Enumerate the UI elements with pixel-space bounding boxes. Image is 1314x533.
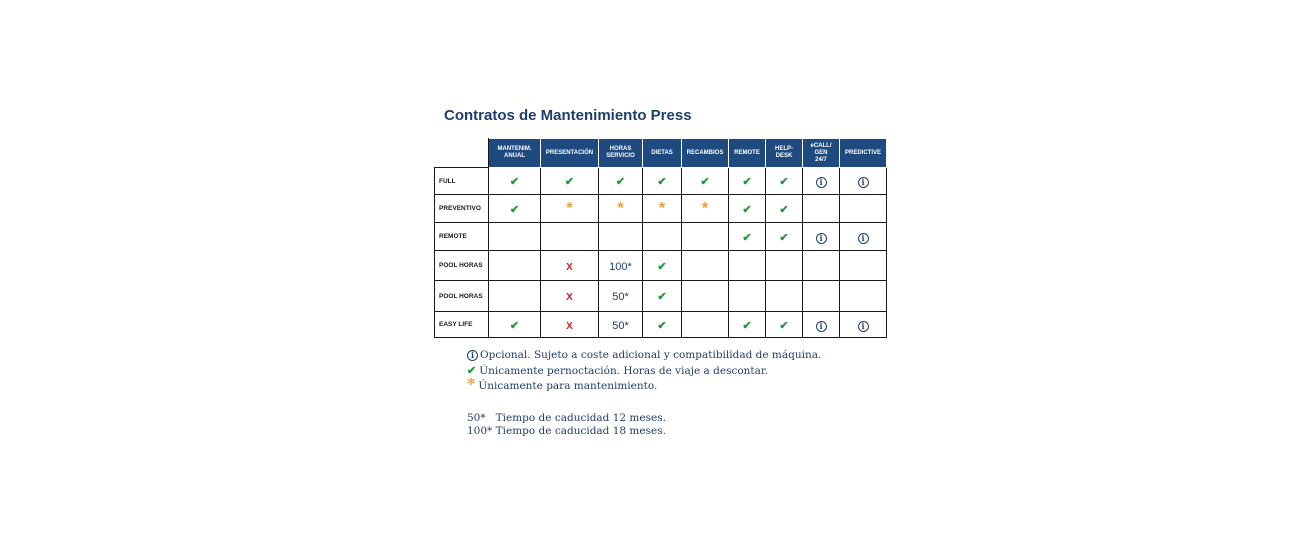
row-label: POOL HORAS (435, 251, 489, 281)
table-cell (840, 312, 887, 338)
column-header: eCALL/ GEN 24/7 (803, 139, 840, 168)
check-icon: ✔ (779, 203, 789, 216)
table-cell (840, 223, 887, 251)
table-cell (766, 281, 803, 312)
check-icon: ✔ (509, 203, 520, 216)
table-cell (489, 312, 541, 338)
legend-info: i Opcional. Sujeto a coste adicional y compatibilidad de máquina. (467, 348, 821, 363)
table-cell (489, 195, 541, 223)
check-icon: ✔ (657, 176, 667, 188)
asterisk-icon: * (467, 374, 476, 393)
table-cell (840, 251, 887, 281)
table-cell (682, 223, 729, 251)
cross-icon: X (566, 292, 573, 303)
table-cell (729, 168, 766, 195)
info-icon: i (858, 177, 869, 188)
legend-check: ✔ Únicamente pernoctación. Horas de viaje a descontar. (467, 364, 769, 377)
table-row (435, 312, 887, 338)
info-icon: i (858, 321, 869, 332)
table-cell (643, 281, 682, 312)
table-cell (599, 312, 643, 338)
table-corner (435, 139, 489, 168)
table-row (435, 251, 887, 281)
table-cell (840, 281, 887, 312)
asterisk-icon: * (658, 199, 666, 217)
table-cell (643, 195, 682, 223)
table-cell (729, 281, 766, 312)
table-cell (599, 251, 643, 281)
row-label: PREVENTIVO (435, 195, 489, 223)
cross-icon: X (566, 261, 573, 273)
check-icon: ✔ (742, 203, 752, 216)
check-icon: ✔ (564, 176, 575, 188)
table-cell (803, 168, 840, 195)
table-cell (489, 251, 541, 281)
table-cell (729, 251, 766, 281)
check-icon: ✔ (657, 260, 667, 273)
asterisk-icon: * (701, 199, 709, 217)
table-cell (643, 251, 682, 281)
info-icon: i (816, 321, 827, 332)
table-cell (682, 281, 729, 312)
table-cell (803, 223, 840, 251)
table-cell (682, 168, 729, 195)
table-cell (599, 281, 643, 312)
check-icon: ✔ (509, 176, 520, 188)
table-cell (766, 223, 803, 251)
contracts-table (434, 138, 887, 338)
asterisk-icon: * (617, 199, 624, 217)
table-cell (643, 223, 682, 251)
table-cell (729, 195, 766, 223)
row-label: REMOTE (435, 223, 489, 251)
table-cell (541, 312, 599, 338)
column-header: HELP- DESK (766, 139, 803, 168)
table-cell (682, 195, 729, 223)
asterisk-icon: * (566, 199, 573, 217)
info-icon: i (858, 233, 869, 244)
check-icon: ✔ (742, 176, 752, 188)
row-label: FULL (435, 168, 489, 195)
table-cell (803, 281, 840, 312)
table-cell (840, 168, 887, 195)
table-cell (803, 195, 840, 223)
table-cell (729, 223, 766, 251)
cell-value: 50* (612, 319, 629, 332)
cell-value: 50* (612, 291, 629, 303)
table-cell (599, 223, 643, 251)
table-cell (643, 312, 682, 338)
table-cell (682, 251, 729, 281)
table-cell (766, 312, 803, 338)
table-cell (840, 195, 887, 223)
legend-note-50: 50* Tiempo de caducidad 12 meses. (467, 412, 666, 424)
check-icon: ✔ (779, 231, 789, 244)
table-cell (541, 281, 599, 312)
check-icon: ✔ (779, 319, 789, 332)
check-icon: ✔ (657, 319, 667, 332)
table-cell (541, 223, 599, 251)
column-header: RECAMBIOS (682, 139, 729, 168)
info-icon: i (816, 177, 827, 188)
page-title: Contratos de Mantenimiento Press (444, 107, 692, 124)
check-icon: ✔ (467, 364, 477, 377)
cross-icon: X (566, 320, 573, 332)
table-cell (729, 312, 766, 338)
info-icon: i (816, 233, 827, 244)
table-row (435, 281, 887, 312)
table-cell (541, 195, 599, 223)
table-cell (803, 251, 840, 281)
table-cell (489, 281, 541, 312)
table-cell (643, 168, 682, 195)
column-header: MANTENIM. ANUAL (489, 139, 541, 168)
legend-note-100: 100* Tiempo de caducidad 18 meses. (467, 425, 666, 437)
row-label: EASY LIFE (435, 312, 489, 338)
table-cell (766, 251, 803, 281)
table-cell (599, 168, 643, 195)
table-cell (541, 251, 599, 281)
table-cell (489, 168, 541, 195)
table-cell (599, 195, 643, 223)
table-row (435, 223, 887, 251)
info-icon: i (467, 350, 478, 361)
legend (467, 348, 821, 438)
check-icon: ✔ (509, 319, 520, 332)
check-icon: ✔ (742, 231, 752, 244)
table-cell (682, 312, 729, 338)
column-header: REMOTE (729, 139, 766, 168)
row-label: POOL HORAS (435, 281, 489, 312)
table-cell (541, 168, 599, 195)
legend-star: * Únicamente para mantenimiento. (467, 374, 658, 393)
check-icon: ✔ (657, 291, 667, 303)
check-icon: ✔ (742, 319, 752, 332)
table-cell (489, 223, 541, 251)
table-row (435, 195, 887, 223)
table-cell (803, 312, 840, 338)
table-row (435, 168, 887, 195)
column-header: PRESENTACIÓN (541, 139, 599, 168)
table-cell (766, 195, 803, 223)
check-icon: ✔ (779, 176, 789, 188)
check-icon: ✔ (700, 176, 710, 188)
cell-value: 100* (609, 260, 632, 273)
check-icon: ✔ (615, 176, 626, 188)
column-header: HORAS SERVICIO (599, 139, 643, 168)
column-header: PREDICTIVE (840, 139, 887, 168)
column-header: DIETAS (643, 139, 682, 168)
table-cell (766, 168, 803, 195)
